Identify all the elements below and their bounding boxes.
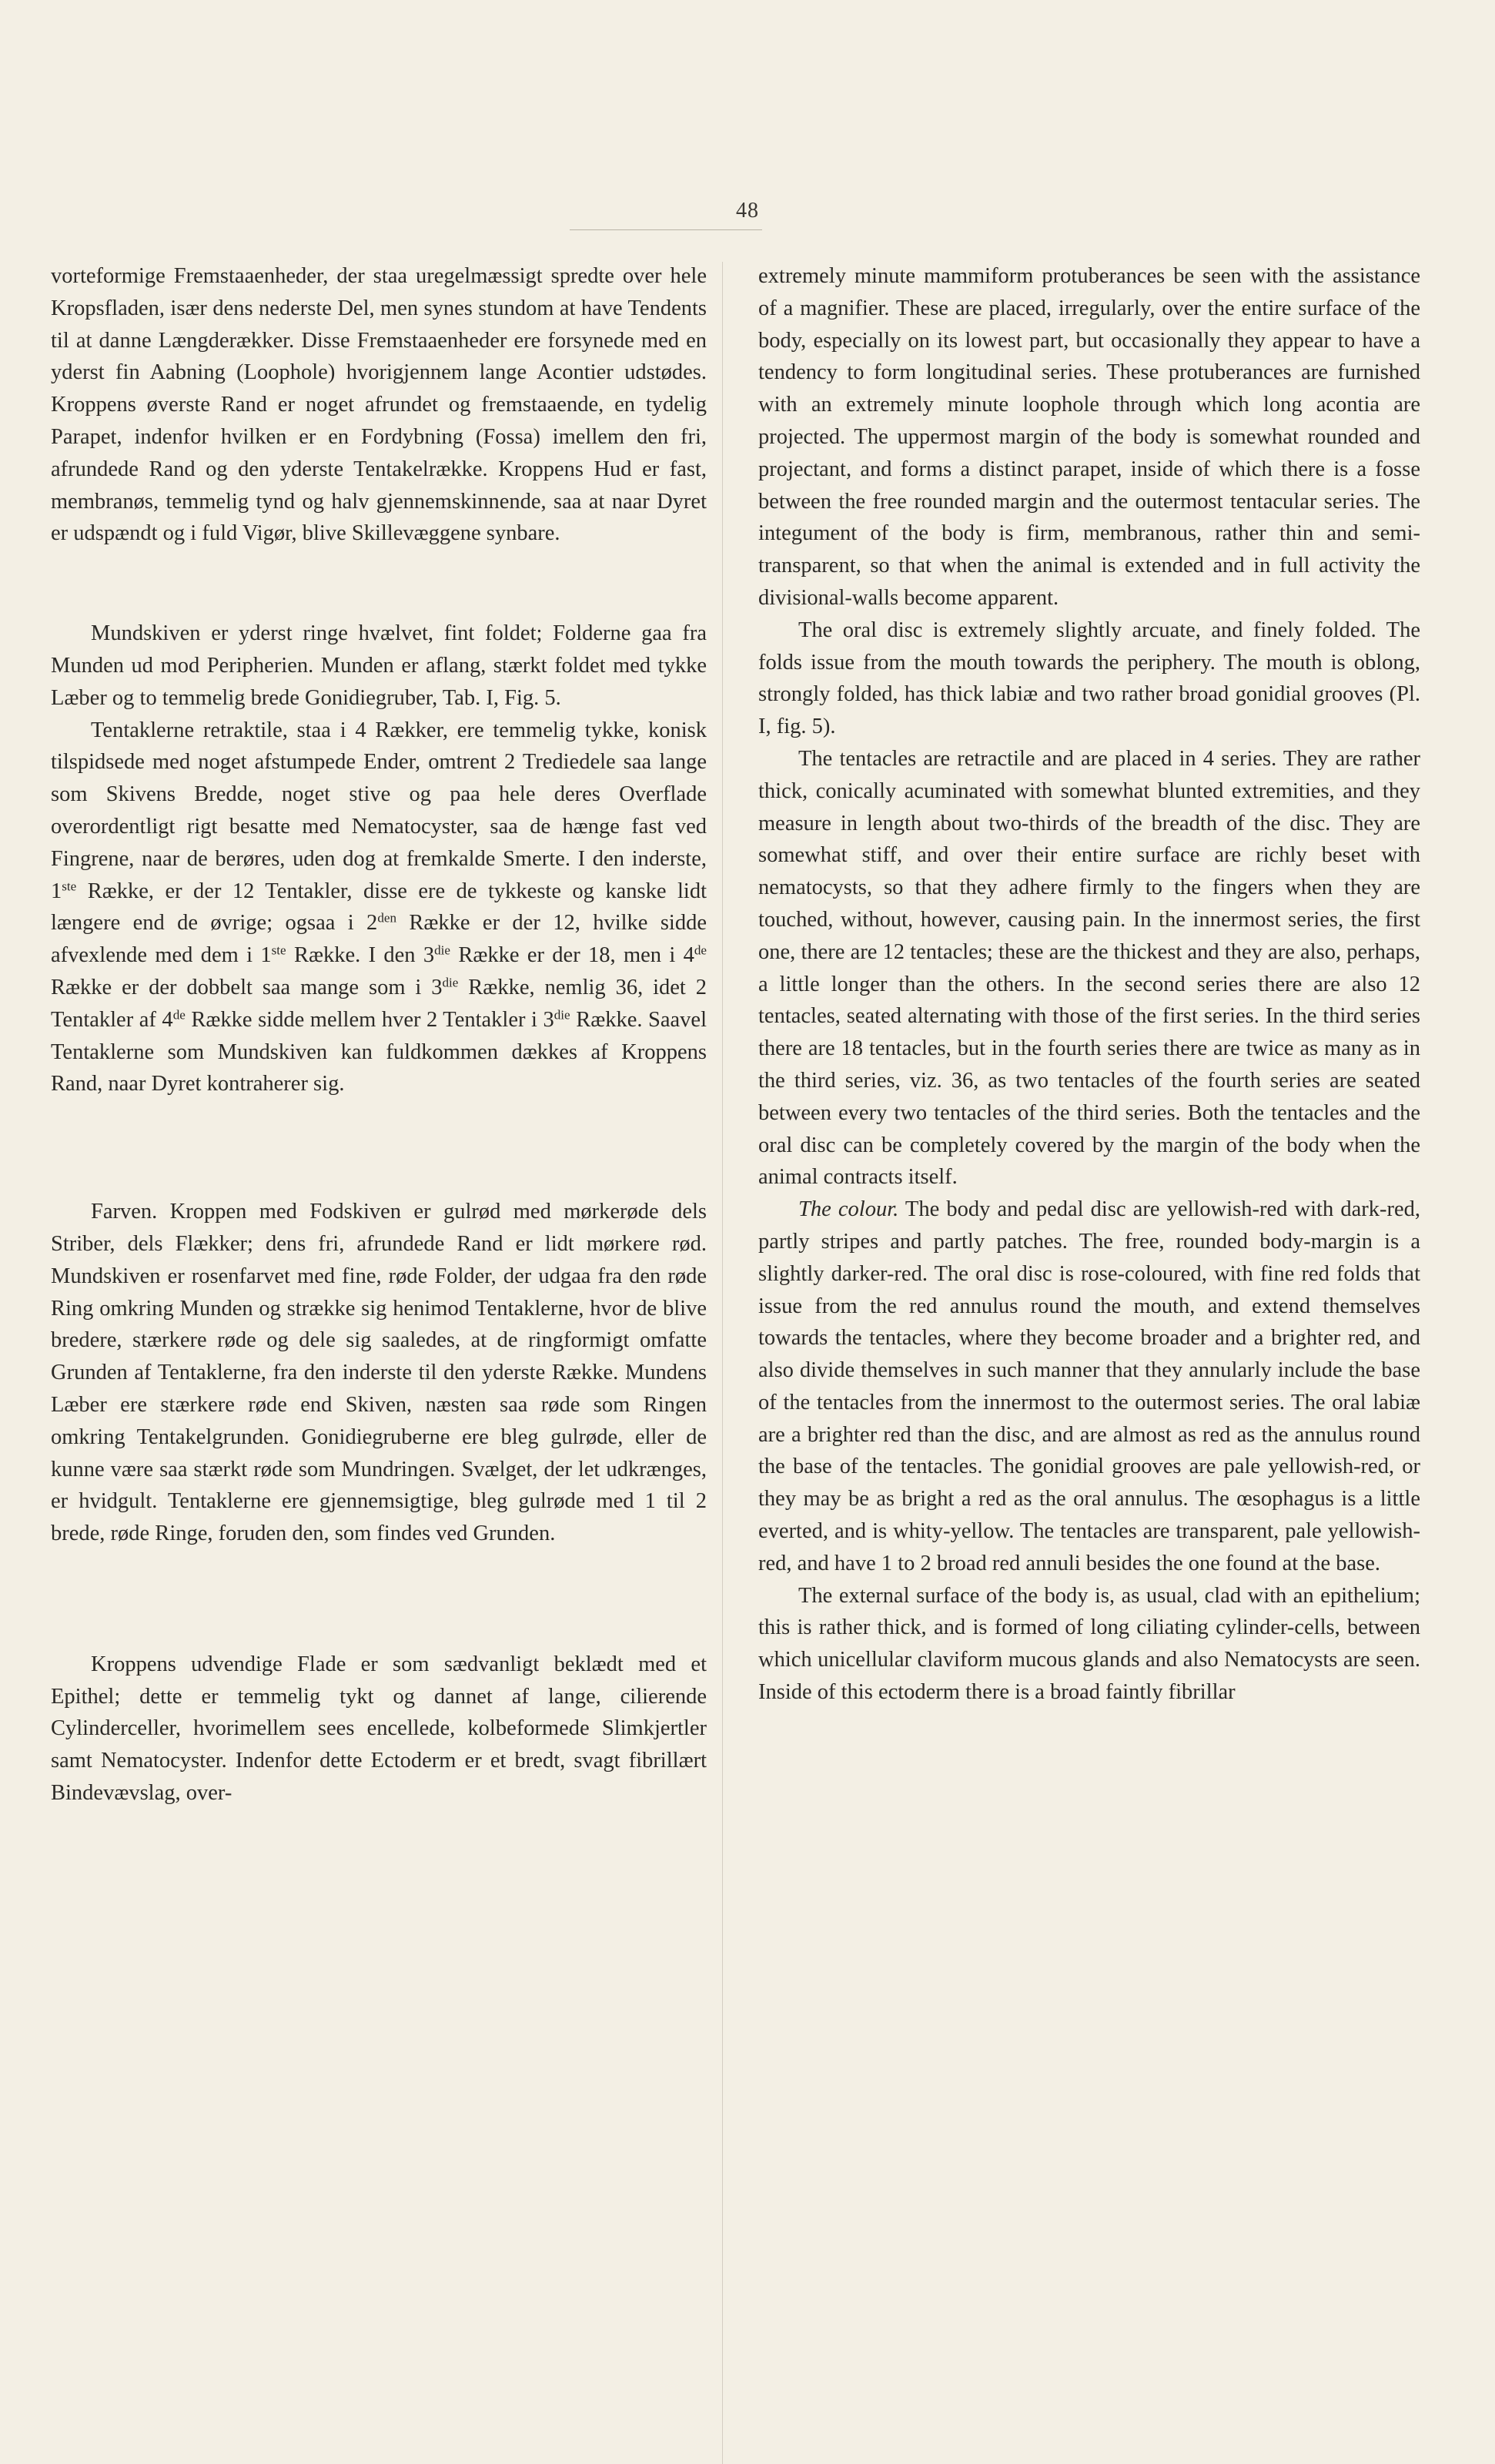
page-number: 48	[736, 199, 759, 223]
paragraph-colour-en: The colour. The body and pedal disc are yellowish-red with dark-red, partly stripes and partly patches. The free, rounded body-margin is a slightly darker-red. The oral disc is rose-coloured, with fine red folds that issue from the red annulus round the mouth, and extend themselves towards the tentacles, where they become broader and a brighter red, and also divide themselves in such manner that they annularly include the base of the tentacles from the innermost to the outermost series. The oral labiæ are a brighter red than the disc, and are almost as red as the annulus round the base of the tentacles. The gonidial grooves are pale yellowish-red, or they may be as bright a red as the oral annulus. The œsophagus is a little everted, and is whity-yellow. The tentacles are transparent, pale yellowish-red, and have 1 to 2 broad red annuli besides the one found at the base.	[758, 1197, 1420, 1575]
paragraph-protuberances-da: vorteformige Fremstaaenheder, der staa uregelmæssigt spredte over hele Kropsfladen, især dens nederste Del, men synes stundom at have Tendents til at danne Længderækker. Disse Fremstaaenheder ere forsynede med en yderst fin Aabning (Loophole) hvorigjennem lange Acontier udstødes. Kroppens øverste Rand er noget afrundet og fremstaaende, en tydelig Parapet, indenfor hvilken er en Fordybning (Fossa) imellem den fri, afrundede Rand og den yderste Tentakelrække. Kroppens Hud er fast, membranøs, temmelig tynd og halv gjennemskinnende, saa at naar Dyret er udspændt og i fuld Vigør, blive Skillevæggene synbare.	[51, 264, 707, 546]
paragraph-colour-da: Farven. Kroppen med Fodskiven er gulrød med mørkerøde dels Striber, dels Flækker; dens fri, afrundede Rand er lidt mørkere rød. Mundskiven er rosenfarvet med fine, røde Folder, der udgaa fra den røde Ring omkring Munden og strække sig henimod Tentaklerne, hvor de blive bredere, stærkere røde og dele sig saaledes, at de ringformigt omfatte Grunden af Tentaklerne, fra den inderste til den yderste Række. Mundens Læber ere stærkere røde end Skiven, næsten saa røde som Ringen omkring Tentakelgrunden. Gonidiegruberne ere bleg gulrøde, eller de kunne være saa stærkt røde som Mundringen. Svælget, der let udkrænges, er hvidgult. Tentaklerne ere gjennemsigtige, bleg gulrøde med 1 til 2 brede, røde Ringe, foruden den, som findes ved Grunden.	[51, 1200, 707, 1546]
paragraph-oral-disc-da: Mundskiven er yderst ringe hvælvet, fint foldet; Folderne gaa fra Munden ud mod Peripherien. Munden er aflang, stærkt foldet med tykke Læber og to temmelig brede Gonidiegruber, Tab. I, Fig. 5.	[51, 621, 707, 710]
paragraph-epithelium-da: Kroppens udvendige Flade er som sædvanligt beklædt med et Epithel; dette er temmelig tykt og dannet af lange, cilierende Cylinderceller, hvorimellem sees encellede, kolbeformede Slimkjertler samt Nematocyster. Indenfor dette Ectoderm er et bredt, svagt fibrillært Bindevævslag, over-	[51, 1652, 707, 1806]
english-column	[758, 260, 1420, 1709]
paragraph-protuberances-en: extremely minute mammiform protuberances be seen with the assistance of a magnifier. These are placed, irregularly, over the entire surface of the body, especially on its lowest part, but occasionally they appear to have a tendency to form longitudinal series. These protuberances are furnished with an extremely minute loophole through which long acontia are projected. The uppermost margin of the body is somewhat rounded and projectant, and forms a distinct parapet, inside of which there is a fosse between the free rounded margin and the outermost tentacular series. The integument of the body is firm, membranous, rather thin and semi-transparent, so that when the animal is extended and in full activity the divisional-walls become apparent.	[758, 264, 1420, 610]
paragraph-tentacles-en: The tentacles are retractile and are placed in 4 series. They are rather thick, conically acuminated with somewhat blunted extremities, and they measure in length about two-thirds of the breadth of the disc. They are somewhat stiff, and over their entire surface are richly beset with nematocysts, so that they adhere firmly to the fingers when they are touched, without, however, causing pain. In the innermost series, the first one, there are 12 tentacles; these are the thickest and they are also, perhaps, a little longer than the others. In the second series there are also 12 tentacles, seated alternating with those of the first series. In the third series there are 18 tentacles, but in the fourth series there are twice as many as in the third series, viz. 36, as two tentacles of the fourth series are seated between every two tentacles of the third series. Both the tentacles and the oral disc can be completely covered by the margin of the body when the animal contracts itself.	[758, 746, 1420, 1190]
paragraph-epithelium-en: The external surface of the body is, as usual, clad with an epithelium; this is rather thick, and is formed of long ciliating cylinder-cells, between which unicellular claviform mucous glands and also Nematocysts are seen. Inside of this ectoderm there is a broad faintly fibrillar	[758, 1583, 1420, 1705]
header-rule	[570, 229, 762, 230]
paragraph-tentacles-da: Tentaklerne retraktile, staa i 4 Rækker, ere temmelig tykke, konisk tilspidsede med noget afstumpede Ender, omtrent 2 Trediedele saa lange som Skivens Bredde, noget stive og paa hele deres Overflade overordentligt rigt besatte med Nematocyster, saa de hænge fast ved Fingrene, naar de berøres, uden dog at fremkalde Smerte. I den inderste, 1ste Række, er der 12 Tentakler, disse ere de tykkeste og kanske lidt længere end de øvrige; ogsaa i $2^{den}$ Række er der 12, hvilke sidde afvexlende med dem i 1ste Række. I den $3^{die}$ Række er der 18, men i 4de Række er der dobbelt saa mange som i $3^{die}$ Række, nemlig 36, idet 2 Tentakler af 4de Række sidde mellem hver 2 Tentakler i $3^{die}$ Række. Saavel Tentaklerne som Mundskiven kan fuldkommen dækkes af Kroppens Rand, naar Dyret kontraherer sig.	[51, 718, 707, 1096]
danish-column	[51, 260, 707, 1810]
paragraph-oral-disc-en: The oral disc is extremely slightly arcuate, and finely folded. The folds issue from the mouth towards the periphery. The mouth is oblong, strongly folded, has thick labiæ and two rather broad gonidial grooves (Pl. I, fig. 5).	[758, 618, 1420, 739]
column-divider	[722, 262, 723, 2464]
colour-heading: The colour.	[798, 1197, 899, 1222]
